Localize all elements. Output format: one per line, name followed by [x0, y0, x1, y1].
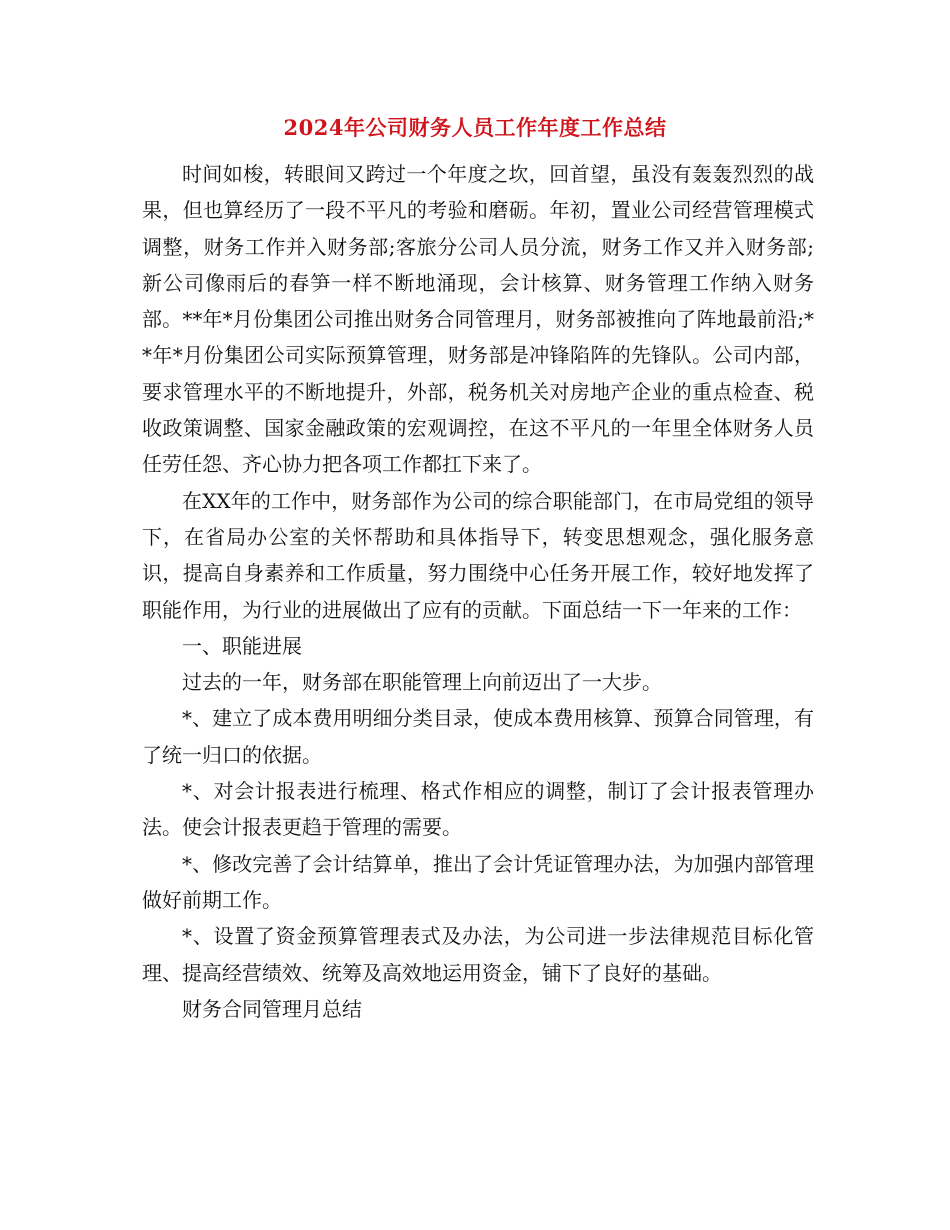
document-body — [142, 156, 814, 1027]
paragraph-overview: 在XX年的工作中，财务部作为公司的综合职能部门，在市局党组的领导下，在省局办公室的关怀帮助和具体指导下，转变思想观念，强化服务意识，提高自身素养和工作质量，努力围绕中心任务开展工作，较好地发挥了职能作用，为行业的进展做出了应有的贡献。下面总结一下一年来的工作： — [142, 488, 814, 622]
list-item-settlement-form: *、修改完善了会计结算单，推出了会计凭证管理办法，为加强内部管理做好前期工作。 — [142, 851, 814, 912]
list-item-report-adjustment: *、对会计报表进行梳理、格式作相应的调整，制订了会计报表管理办法。使会计报表更趋于管理的需要。 — [142, 779, 814, 840]
list-item-fund-budget: *、设置了资金预算管理表式及办法，为公司进一步法律规范目标化管理、提高经营绩效、统筹及高效地运用资金，铺下了良好的基础。 — [142, 924, 814, 985]
document-title: 2024年公司财务人员工作年度工作总结 — [283, 115, 667, 140]
subsection-heading-contract-month: 财务合同管理月总结 — [182, 996, 362, 1021]
paragraph-past-year: 过去的一年，财务部在职能管理上向前迈出了一大步。 — [182, 670, 662, 695]
paragraph-intro: 时间如梭，转眼间又跨过一个年度之坎，回首望，虽没有轰轰烈烈的战果，但也算经历了一段不平凡的考验和磨砺。年初，置业公司经营管理模式调整，财务工作并入财务部;客旅分公司人员分流，财务工作又并入财务部;新公司像雨后的春笋一样不断地涌现，会计核算、财务管理工作纳入财务部。**年*月份集团公司推出财务合同管理月，财务部被推向了阵地最前沿;**年*月份集团公司实际预算管理，财务部是冲锋陷阵的先锋队。公司内部，要求管理水平的不断地提升，外部，税务机关对房地产企业的重点检查、税收政策调整、国家金融政策的宏观调控，在这不平凡的一年里全体财务人员任劳任怨、齐心协力把各项工作都扛下来了。 — [142, 162, 814, 477]
section-heading-functional-progress: 一、职能进展 — [182, 633, 302, 658]
list-item-cost-catalog: *、建立了成本费用明细分类目录，使成本费用核算、预算合同管理，有了统一归口的依据。 — [142, 706, 814, 767]
